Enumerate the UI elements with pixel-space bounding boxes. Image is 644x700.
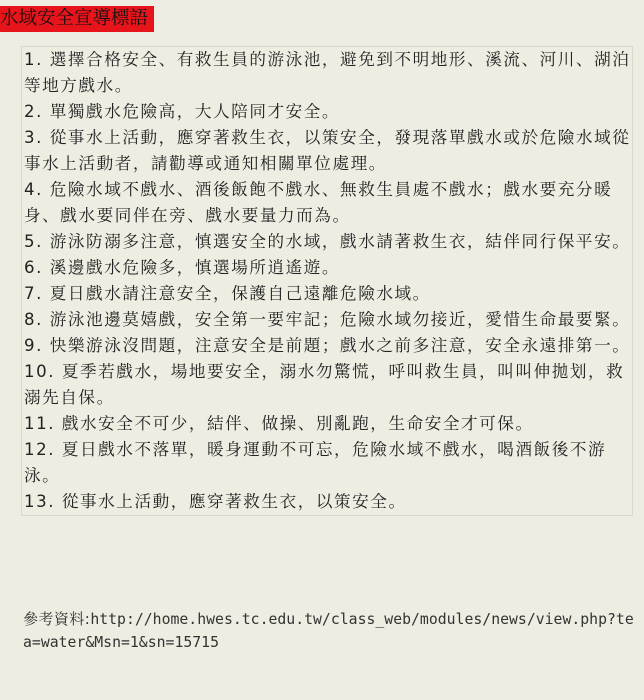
list-item: 3. 從事水上活動，應穿著救生衣，以策安全，發現落單戲水或於危險水域從事水上活動者，請勸導或通知相關單位處理。 [24, 128, 631, 173]
reference-block [23, 608, 635, 654]
list-item: 6. 溪邊戲水危險多，慎選場所逍遙遊。 [24, 258, 341, 277]
list-item: 2. 單獨戲水危險高，大人陪同才安全。 [24, 102, 341, 121]
list-item: 12. 夏日戲水不落單，暖身運動不可忘，危險水域不戲水，喝酒飯後不游泳。 [24, 440, 607, 485]
page-title: 水域安全宣導標語 [0, 6, 154, 32]
list-item: 4. 危險水域不戲水、酒後飯飽不戲水、無救生員處不戲水；戲水要充分暖身、戲水要同伴在旁、戲水要量力而為。 [24, 180, 613, 225]
list-item: 11. 戲水安全不可少，結伴、做操、別亂跑，生命安全才可保。 [24, 414, 534, 433]
reference-label: 參考資料: [23, 610, 91, 628]
list-item: 10. 夏季若戲水，場地要安全，溺水勿驚慌，呼叫救生員，叫叫伸拋划，救溺先自保。 [24, 362, 625, 407]
list-item: 7. 夏日戲水請注意安全，保護自己遠離危險水域。 [24, 284, 431, 303]
slogan-panel [21, 46, 633, 516]
list-item: 8. 游泳池邊莫嬉戲，安全第一要牢記；危險水域勿接近，愛惜生命最要緊。 [24, 310, 631, 329]
reference-url[interactable]: http://home.hwes.tc.edu.tw/class_web/modules/news/view.php?tea=water&Msn=1&sn=15715 [23, 611, 634, 651]
list-item: 1. 選擇合格安全、有救生員的游泳池，避免到不明地形、溪流、河川、湖泊等地方戲水。 [24, 50, 631, 95]
slogan-list [22, 47, 632, 515]
list-item: 9. 快樂游泳沒問題，注意安全是前題；戲水之前多注意，安全永遠排第一。 [24, 336, 631, 355]
list-item: 5. 游泳防溺多注意，慎選安全的水域，戲水請著救生衣，結伴同行保平安。 [24, 232, 631, 251]
list-item: 13. 從事水上活動，應穿著救生衣，以策安全。 [24, 492, 407, 511]
